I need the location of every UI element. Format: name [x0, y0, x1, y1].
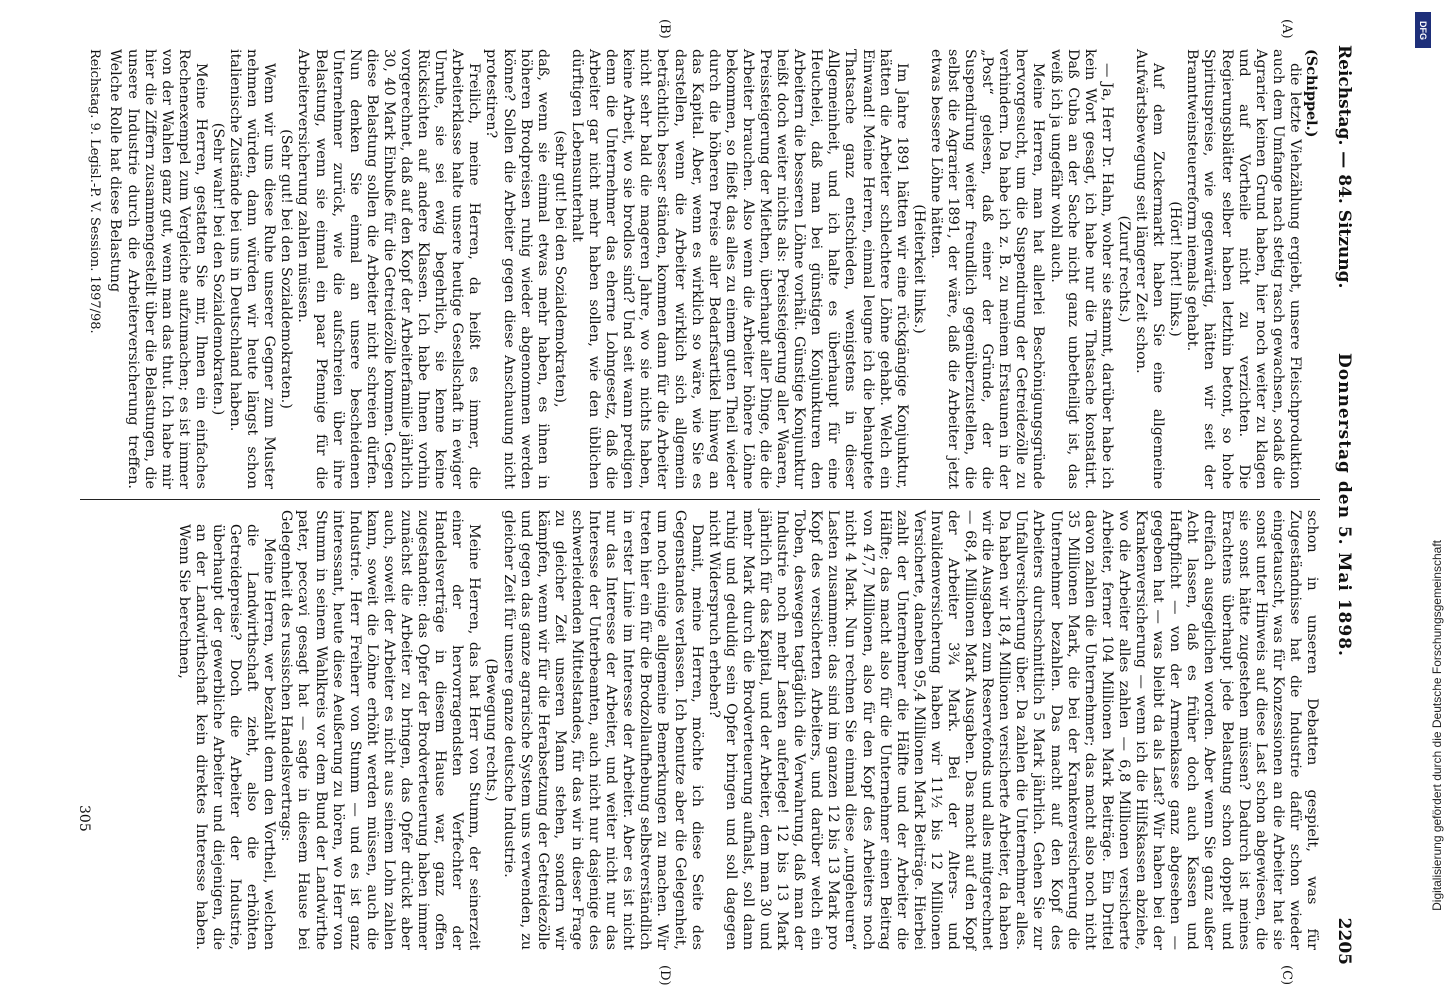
- margin-marker-d: (D): [657, 965, 672, 986]
- signature-mark: 305: [76, 805, 92, 832]
- header-date: Donnerstag den 5. Mai 1898.: [1334, 353, 1354, 657]
- page-footer: Reichstag. 9. Legisl.-P. V. Session. 1897/98.: [87, 49, 102, 334]
- dfg-logo: DFG: [1415, 12, 1431, 48]
- right-paragraph: Meine Herren, das hat Herr von Stumm, der seinerzeit einer der hervorragendsten Verfechter der Handelsverträge in diesem Hause war, ganz offen zugestanden: das Opfer der Brodverteuerung haben immer zunächst die Arbeiter zu bringen, das Opfer drückt aber auch, soweit der Arbeiter es nicht aus seinem Lohn zahlen kann, soweit die Löhne erhöht werden müssen, auch die Industrie. Herr Freiherr von Stumm — und es ist ganz interessant, heute diese Aeußerung zu hören, wo Herr von Stumm in seinem Wahlkreis vor dem Bund der Landwirthe pater, peccavi gesagt hat — sagte in diesem Hause bei Gelegenheit des russischen Handelsvertrags:: [278, 510, 483, 950]
- left-paragraph: Wenn wir uns diese Ruhe unserer Gegner zum Muster nehmen würden, dann würden wir heute längst schon italienische Zustände bei uns in Deutschland haben.: [227, 49, 278, 489]
- interjection: (Sehr gut! bei den Sozialdemokraten.): [278, 129, 295, 409]
- right-column: [175, 510, 1320, 950]
- left-paragraph: Meine Herren, gestatten Sie mir, Ihnen ein einfaches Rechenexempel zum Vergleiche aufzumachen; es ist immer von der Wahlen ganz gut, wenn man das thut. Ich habe mir hier die Ziffern zusammengestellt über die Belastungen, die unsere Industrie durch die Arbeiterversicherung treffen. Welche Rolle hat diese Belastung: [107, 49, 209, 489]
- margin-marker-a: (A): [1279, 19, 1294, 39]
- right-paragraph: schon in unseren Debatten gespielt, was für Zugeständnisse hat die Industrie dafür schon wieder eingetauscht, was für Konzessionen an die Arbeiter hat sie sonst unter Hinweis auf diese Last schon abgewiesen, die sie sonst hätte zugestehen müssen? Dadurch ist meines Erachtens überhaupt jede Belastung schon doppelt und dreifach ausgeglichen worden. Aber wenn Sie ganz außer Acht lassen, daß es früher doch auch Kassen und Haftpflicht — von der Armenkasse ganz abgesehen — gegeben hat — was bleibt da als Last? Wir haben bei der Krankenversicherung — wenn ich die Hilfskassen abziehe, wo die Arbeiter alles zahlen — 6,8 Millionen versicherte Arbeiter, ferner 104 Millionen Mark Beiträge. Ein Drittel davon zahlen die Unternehmer; das macht also noch nicht 35 Millionen Mark, die bei der Krankenversicherung die Unternehmer bezahlen. Das macht auf den Kopf des Arbeiters durchschnittlich 5 Mark jährlich. Gehen Sie zur Unfallversicherung über. Da zahlen die Unternehmer alles. Da haben wir 18,4 Millionen versicherte Arbeiter, da haben wir die Ausgaben zum Reservefonds und alles mitgerechnet — 68,4 Millionen Mark Ausgaben. Das macht auf den Kopf der Arbeiter 3¾ Mark. Bei der Alters- und Invalidenversicherung haben wir 11½ bis 12 Millionen Versicherte, daneben 95,4 Millionen Mark Beiträge. Hierbei zahlt der Unternehmer die Hälfte und der Arbeiter die Hälfte; das macht also für die Unternehmer einen Beitrag von 47,7 Millionen, also für den Kopf des Arbeiters noch nicht 4 Mark. Nun rechnen Sie einmal diese „ungeheuren“ Lasten zusammen: das sind im ganzen 12 bis 13 Mark pro Kopf des versicherten Arbeiters, und darüber welch ein Toben, deswegen tagtäglich die Verwahrung, daß man der Industrie noch mehr Lasten auferlege! 12 bis 13 Mark jährlich für das Kapital, und der Arbeiter, dem man 30 und mehr Mark durch die Brodverteuerung aufhalst, soll dann ruhig und geduldig sein Opfer bringen und soll dagegen nicht Widerspruch erheben?: [705, 510, 1320, 951]
- margin-marker-c: (C): [1279, 965, 1294, 986]
- interjection: (Heiterkeit links.): [910, 204, 927, 334]
- left-paragraph: Auf dem Zuckermarkt haben Sie eine allgemeine Aufwärtsbewegung seit längerer Zeit schon.: [1133, 49, 1167, 489]
- column-divider: [80, 499, 1320, 500]
- header-left: Reichstag. — 84. Sitzung.: [1334, 45, 1354, 289]
- rotated-page: [52, 5, 1372, 995]
- page-header: [1328, 45, 1358, 965]
- interjection: (Hört! hört! links.): [1167, 201, 1184, 337]
- interjection: (Sehr wahr! bei den Sozialdemokraten.): [210, 122, 226, 416]
- digitization-strip: [1410, 0, 1444, 1000]
- left-paragraph: Im Jahre 1891 hätten wir eine rückgängige Konjunktur, hätten die Arbeiter schlechtere Löhne gehabt. Welch ein Einwand! Meine Herren, einmal leugne ich die behauptete Thatsache ganz entschieden, wenigstens in dieser Allgemeinheit, und ich halte es überhaupt für eine Heuchelei, daß man bei günstigen Konjunkturen den Arbeitern die besseren Löhne vorhält. Günstige Konjunktur heißt doch weiter nichts als: Preissteigerung aller Waaren, Preissteigerung der Miethen, überhaupt aller Dinge, die die Arbeiter brauchen. Also wenn die Arbeiter höhere Löhne bekommen, so fließt das alles zu einem guten Theil wieder durch die höheren Preise aller Bedarfsartikel hinweg an das Kapital. Aber, wenn es wirklich so wäre, wie Sie es darstellen, wenn die Arbeiter wirklich sich allgemein beträchtlich besser ständen, kommen dann für die Arbeiter nicht sehr bald die mageren Jahre, wo sie nichts haben, keine Arbeit, wo sie brodlos sind? Und seit wann predigen denn die Unternehmer das eherne Lohngesetz, daß die Arbeiter gar nicht mehr haben sollen, wie den üblichen dürftigen Lebensunterhalt: [568, 49, 910, 489]
- margin-marker-b: (B): [657, 19, 672, 39]
- left-paragraph: — Ja, Herr Dr. Hahn, woher sie stammt, darüber habe ich kein Wort gesagt, ich habe nur die Thatsache konstatirt. Daß Cuba an der Sache nicht ganz unbetheiligt ist, das weiß ich ja ungefähr wohl auch.: [1047, 49, 1115, 489]
- speaker-tag: (Schippel.): [1303, 49, 1320, 138]
- page-number: 2205: [1334, 917, 1354, 965]
- interjection: (Zuruf rechts.): [1115, 215, 1132, 323]
- left-paragraph: Meine Herren, man hat allerlei Beschönigungsgründe hervorgesucht, um die Suspendirung der Getreidezölle zu verhindern. Da habe ich z. B. zu meinem Erstaunen in der „Post“ gelesen, daß einer der Gründe, der die Suspendirung weiter freundlich gegenüberzustellen, die selbst die Agrarier 1891, der wäre, daß die Arbeiter jetzt etwas bessere Löhne hätten.: [927, 49, 1047, 489]
- funding-note: Digitalisierung gefördert durch die Deutsche Forschungsgemeinschaft: [1430, 540, 1444, 911]
- quotation: Meine Herren, wer bezahlt denn den Vortheil, welchen die Landwirthschaft zieht, also die erhöhten Getreidepreise? Doch die Arbeiter der Industrie, überhaupt der gewerbliche Arbeiter und diejenigen, die an der Landwirthschaft kein direktes Interesse haben. Wenn Sie berechnen,: [175, 524, 278, 950]
- interjection: (Bewegung rechts.): [483, 658, 500, 802]
- left-paragraph: daß, wenn sie einmal etwas mehr haben, es ihnen in höheren Brodpreisen ruhig wieder abgenommen werden könne? Sollen die Arbeiter gegen diese Anschauung nicht protestiren?: [483, 49, 551, 489]
- right-paragraph: Damit, meine Herren, möchte ich diese Seite des Gegenstandes verlassen. Ich benutze aber die Gelegenheit, um noch einige allgemeine Bemerkungen zu machen. Wir treten hier ein für die Brodzollaufhebung selbstverständlich in erster Linie im Interesse der Arbeiter. Aber es ist nicht nur das Interesse der Arbeiter, und weiter nicht nur das Interesse der Unterbeamten, auch nicht nur dasjenige des schwerleidenden Mittelstandes, für das wir in dieser Frage zu gleicher Zeit unseren Mann stehen, sondern wir kämpfen, wenn wir für die Herabsetzung der Getreidezölle und gegen das ganze agrarische System uns verwenden, zu gleicher Zeit für unsere ganze deutsche Industrie.: [500, 510, 705, 950]
- left-paragraph: Freilich, meine Herren, da heißt es immer, die Arbeiterklasse halte unsere heutige Gesellschaft in ewiger Unruhe, sie sei ewig begehrlich, sie kenne keine Rücksichten auf andere Klassen. Ich habe Ihnen vorhin vorgerechnet, daß auf den Kopf der Arbeiterfamilie jährlich 30, 40 Mark Einbuße für die Getreidezölle kommen. Gegen diese Belastung sollen die Arbeiter nicht schreien dürfen. Nun denken Sie einmal an unsere bescheidenen Unternehmer zurück, wie die aufschreien über ihre Belastung, wenn sie einmal ein paar Pfennige für die Arbeiterversicherung zahlen müssen.: [295, 49, 483, 489]
- left-paragraph: die letzte Viehzählung ergiebt, unsere Fleischproduktion auch dem Umfange nach stetig rasch gewachsen, sodaß die Agrarier keinen Grund haben, hier noch weiter zu klagen und auf Vortheile nicht zu verzichten. Die Regierungsblätter selber haben letzthin betont, so hohe Spirituspreise, wie gegenwärtig, hätten wir seit der Branntweinsteuerreform niemals gehabt.: [1184, 49, 1303, 489]
- left-column: [106, 49, 1320, 489]
- interjection: (sehr gut! bei den Sozialdemokraten),: [551, 130, 568, 408]
